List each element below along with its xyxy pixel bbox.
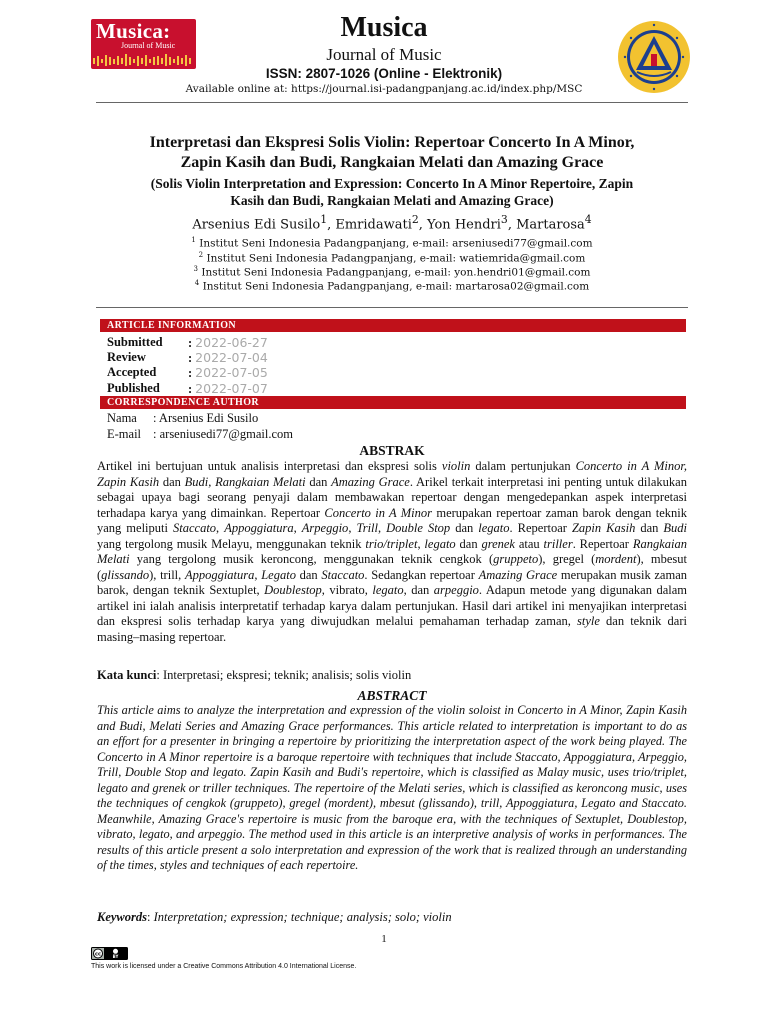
- logo-subtitle: Journal of Music: [121, 41, 176, 50]
- article-subtitle-line1: (Solis Violin Interpretation and Expression: Concerto In A Minor Repertoire, Zapin: [150, 176, 634, 191]
- correspondence-email: E-mail : arseniusedi77@gmail.com: [107, 427, 293, 441]
- article-subtitle: [96, 175, 688, 209]
- affiliation: $^1$ Institut Seni Indonesia Padangpanjang, e-mail: arseniusedi77@gmail.com: [191, 236, 593, 250]
- abstract-keywords: Keywords: Interpretation; expression; technique; analysis; solo; violin: [97, 910, 452, 924]
- page-number: 1: [381, 933, 387, 945]
- institute-seal-icon: [617, 20, 691, 94]
- author-name: Arsenius Edi Susilo: [192, 217, 321, 233]
- affiliation: $^2$ Institut Seni Indonesia Padangpanjang, e-mail: watiemrida@gmail.com: [198, 251, 586, 265]
- article-title-line2: Zapin Kasih dan Budi, Rangkaian Melati dan Amazing Grace: [180, 154, 604, 171]
- abstrak-keywords: Kata kunci: Interpretasi; ekspresi; teknik; analisis; solis violin: [97, 668, 412, 682]
- creative-commons-icon[interactable]: [91, 947, 128, 960]
- info-label: Review: [107, 350, 146, 364]
- article-title-line1: Interpretasi dan Ekspresi Solis Violin: Repertoar Concerto In A Minor,: [149, 134, 635, 151]
- info-value: : 2022-07-05: [188, 365, 268, 380]
- abstract-heading: ABSTRACT: [357, 688, 427, 703]
- svg-text:BY: BY: [112, 954, 119, 960]
- header-rule: [96, 102, 688, 103]
- author-name: Emridawati: [335, 217, 412, 233]
- info-value: : 2022-06-27: [188, 335, 268, 350]
- info-value: : 2022-07-04: [188, 350, 268, 365]
- logo-title: Musica:: [96, 19, 171, 43]
- journal-name: Musica: [340, 12, 428, 43]
- journal-subtitle: Journal of Music: [326, 45, 442, 64]
- info-label: Accepted: [107, 365, 157, 379]
- article-info-heading: ARTICLE INFORMATION: [100, 319, 686, 332]
- affiliation: $^4$ Institut Seni Indonesia Padangpanjang, e-mail: martarosa02@gmail.com: [194, 279, 590, 293]
- affiliation: $^3$ Institut Seni Indonesia Padangpanjang, e-mail: yon.hendri01@gmail.com: [193, 265, 591, 279]
- info-label: Submitted: [107, 335, 163, 349]
- license-text[interactable]: This work is licensed under a Creative Commons Attribution 4.0 International License.: [91, 963, 357, 970]
- author-sup: 2: [411, 213, 419, 226]
- author-name: Yon Hendri: [427, 217, 501, 233]
- issn: ISSN: 2807-1026 (Online - Elektronik): [265, 66, 503, 81]
- abstrak-heading: ABSTRAK: [359, 443, 425, 458]
- article-subtitle-line2: Kasih dan Budi, Rangkaian Melati and Amazing Grace): [230, 193, 554, 208]
- abstrak-text: Artikel ini bertujuan untuk analisis interpretasi dan ekspresi solis violin dalam pertunjukan Concerto in A Minor, Zapin Kasih dan Budi, Rangkaian Melati dan Amazing Grace. Arikel terkait interpretasi ini penting untuk dilakukan sebagai upaya bagi seorang penyaji dalam membawakan repertoar dengan mengedepankan aspek interpretasi terhadapa karya yang dimainkan. Repertoar Concerto in A Minor merupakan repertoar zaman barok dengan teknik yang meliputi Staccato, Appoggiatura, Arpeggio, Trill, Double Stop dan legato. Repertoar Zapin Kasih dan Budi yang tergolong musik Melayu, menggunakan teknik trio/triplet, legato dan grenek atau triller. Repertoar Rangkaian Melati yang tergolong musik keroncong, menggunakan teknik cengkok (gruppeto), gregel (mordent), mbesut (glissando), trill, Appoggiatura, Legato dan Staccato. Sedangkan repertoar Amazing Grace merupakan musik zaman barok, dengan teknik Sextuplet, Doublestop, vibrato, legato, dan arpeggio. Adapun metode yang digunakan dalam artikel ini ialah analisis interpretatif terhadap karya dalam pertunjukan. Hasil dari artikel ini menyajikan interpretasi dan ekspresi solis terhadap karya yang diwujudkan melalui pemahaman terhadap zaman, style dan teknik dari masing–masing repertoar.: [97, 459, 688, 644]
- title-rule: [96, 307, 688, 308]
- author-sup: 4: [584, 213, 592, 226]
- author-name: Martarosa: [516, 217, 585, 233]
- correspondence-heading: CORRESPONDENCE AUTHOR: [100, 396, 686, 409]
- author-list: Arsenius Edi Susilo$^1$, Emridawati$^2$, Yon Hendri$^3$, Martarosa$^4$: [192, 213, 592, 233]
- abstract-text: This article aims to analyze the interpretation and expression of the violin soloist in Concerto in A Minor, Zapin Kasih and Budi, Melati Series and Amazing Grace performances. This article related to interpretation is important to do as an effort for a presenter in bringing a repertoire by prioritizing the interpretation aspect of the work being played. The Concerto in A Minor repertoire is a baroque repertoire with techniques that include Staccato, Appoggiatura, Arpeggio, Trill, Double Stop and legato. Zapin Kasih and Budi's repertoire, which is classified as Malay music, uses trio/triplet, legato and grenek or triller techniques. The repertoire of the Melati series, which is classified as keroncong music, uses the techniques of cengkok (gruppeto), gregel (mordent), mbesut (glissando), trill, Appoggiatura, Legato and Staccato. Meanwhile, Amazing Grace's repertoire is music from the baroque era, with the techniques of Sextuplet, Doublestop, vibrato, legato, and arpeggio. The method used in this article is an interpretive analysis of works in performances. The results of this article present a solo interpretation and expression of the work that is realized through an understanding of the times, styles and techniques of each repertoire.: [97, 703, 687, 872]
- author-sup: 1: [320, 213, 328, 226]
- info-label: Published: [107, 381, 160, 395]
- correspondence-name: Nama : Arsenius Edi Susilo: [107, 411, 259, 425]
- available-online-link[interactable]: Available online at: https://journal.isi-padangpanjang.ac.id/index.php/MSC: [185, 83, 583, 95]
- info-value: : 2022-07-07: [188, 381, 268, 396]
- svg-text:cc: cc: [95, 951, 101, 958]
- author-sup: 3: [500, 213, 508, 226]
